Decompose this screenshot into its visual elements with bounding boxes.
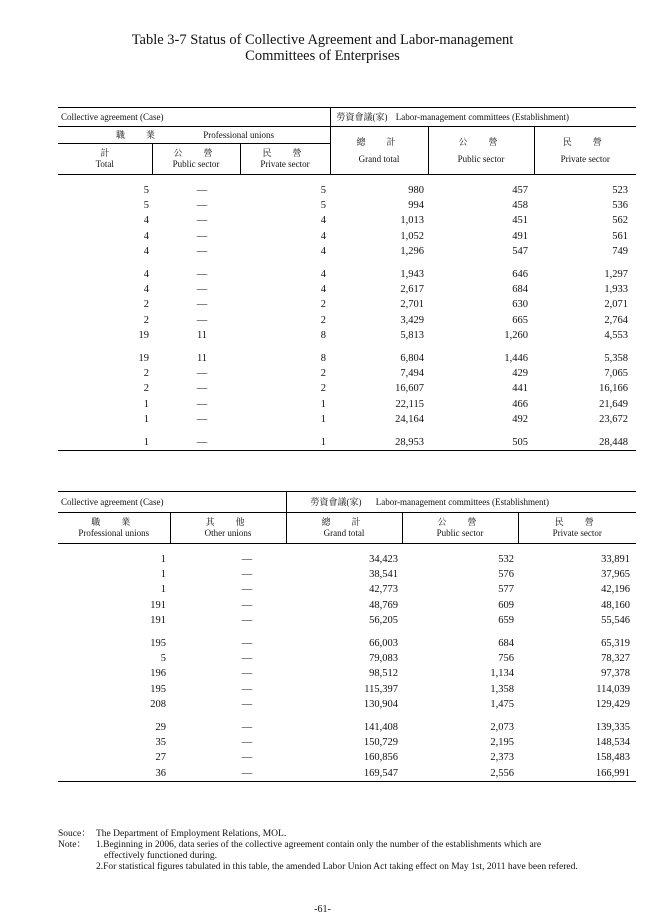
t1-header-grand-en: Grand total [358,153,400,164]
t1-cell: — [196,200,208,212]
t2-cell: — [241,614,253,626]
t1-table-row [58,198,636,213]
t1-cell: 1,013 [400,215,425,227]
t1-cell: — [196,299,208,311]
t1-cell: 646 [512,269,529,281]
t2-cell: — [241,683,253,695]
t1-cell: 451 [512,215,529,227]
t1-header-lmc-public [428,127,534,175]
t1-cell: 5 [143,185,149,197]
t2-header-other [170,513,286,544]
t1-cell: 466 [512,398,529,410]
t2-cell: 1,475 [490,698,514,710]
t2-table-row [58,735,636,750]
t1-cell: 1 [320,413,327,425]
t1-cell: 980 [408,185,425,197]
t1-cell: 684 [512,284,529,296]
t2-header-other-en: Other unions [204,528,252,538]
t2-table-row [58,697,636,712]
t1-header-public [152,144,240,175]
t1-cell: — [196,230,208,242]
t2-cell: 27 [155,752,166,764]
t2-cell: 130,904 [363,698,398,710]
t1-gap-cell [58,427,636,435]
t1-header-total-en: Total [95,159,114,169]
t1-spacer-cell [58,175,636,184]
t1-cell: 1,446 [504,352,529,364]
t1-cell: 4 [143,230,149,242]
t1-cell: 4 [143,269,149,281]
t1-cell: — [196,383,208,395]
t2-cell: 609 [498,599,514,611]
t1-table-row [58,183,636,198]
t1-cell: 28,953 [330,435,428,451]
t1-header-public-en: Public sector [172,159,220,169]
t1-table-row [58,267,636,282]
t1-cell: 4 [320,215,327,227]
t1-cell: 21,649 [599,398,629,410]
t1-cell: 5 [320,200,327,212]
t1-cell: 2 [320,299,327,311]
t1-cell: 2 [143,368,149,380]
t1-cell: 441 [512,383,529,395]
t2-table-row [58,765,636,781]
note-label: Note： [58,840,86,850]
t2-table-row [58,598,636,613]
t1-cell: 5,813 [400,329,425,341]
t2-table-row [58,682,636,697]
t1-cell: — [196,314,208,326]
t2-cell: 196 [150,668,166,680]
t2-cell: 158,483 [595,752,630,764]
t1-cell: 8 [320,329,327,341]
t2-cell: 195 [150,683,166,695]
t2-table-row [58,720,636,735]
t2-cell: 129,429 [595,698,630,710]
t1-cell: 11 [196,352,208,364]
t2-header-private-zh: 民 營 [554,517,600,527]
table-upper [58,107,636,451]
t1-header-prof-en: Professional unions [203,129,275,140]
t1-cell: 1,943 [400,269,425,281]
t2-cell: 37,965 [601,569,630,581]
t2-cell: — [241,554,253,566]
t1-gap-cell [58,343,636,351]
t1-cell: 1,296 [400,245,425,257]
t2-cell: — [241,599,253,611]
t2-cell: 29 [155,721,166,733]
t1-table-row [58,381,636,396]
t1-cell: 4 [143,284,149,296]
t1-header-lmc-public-en: Public sector [457,153,505,164]
t1-cell: — [196,245,208,257]
t2-table-row [58,613,636,628]
t2-cell: — [241,698,253,710]
t2-cell: 78,327 [601,653,630,665]
t2-cell: 48,160 [601,599,630,611]
t2-cell: 148,534 [595,737,630,749]
t2-cell: 2,556 [402,765,518,781]
t1-header-lmc-zh: 勞資會議(家) [336,111,388,122]
t2-cell: 208 [150,698,166,710]
t2-header-prof [58,513,170,544]
t1-cell: 1 [58,435,152,451]
t2-cell: 195 [150,638,166,650]
t1-cell: 4,553 [604,329,629,341]
footnotes [58,829,645,873]
t1-cell: 24,164 [395,413,425,425]
t1-cell: 994 [408,200,425,212]
t1-cell: 2,701 [400,299,425,311]
t1-cell: 1,052 [400,230,425,242]
t1-table-row [58,297,636,312]
t1-cell: 5,358 [604,352,629,364]
t2-cell: 1 [160,569,166,581]
t2-cell: — [241,737,253,749]
t1-cell: 2 [320,368,327,380]
t1-cell: 6,804 [400,352,425,364]
t2-cell: 98,512 [369,668,398,680]
t2-cell: — [241,721,253,733]
t2-cell: 1 [160,584,166,596]
t1-table-row [58,328,636,343]
t1-header-lmc [330,108,636,127]
t2-group-gap [58,628,636,636]
t2-cell: 65,319 [601,638,630,650]
t1-cell: 536 [612,200,629,212]
t1-cell: 2 [143,383,149,395]
source-note [58,829,645,840]
t1-cell: 4 [320,284,327,296]
t2-cell: 66,003 [369,638,398,650]
t1-table-row [58,412,636,427]
t2-cell: 576 [498,569,514,581]
t2-header-lmc-zh: 勞資會議(家) [310,496,362,507]
t2-cell: 141,408 [363,721,398,733]
t1-cell: 749 [612,245,629,257]
t2-table-row [58,582,636,597]
t1-cell: 23,672 [599,413,629,425]
t1-cell: 19 [138,352,149,364]
t2-cell: 191 [150,614,166,626]
t1-cell: 3,429 [400,314,425,326]
t1-cell: 7,065 [604,368,629,380]
t2-header-private [518,513,636,544]
t2-gap-cell [58,712,636,720]
t1-cell: 2 [143,314,149,326]
t2-spacer-cell [58,544,636,553]
t2-cell: 150,729 [363,737,398,749]
t2-cell: — [170,765,286,781]
t2-header-public-en: Public sector [436,528,484,538]
t2-table-row [58,567,636,582]
table-title-line1: Table 3-7 Status of Collective Agreement and Labor-management [131,32,514,48]
t1-cell: 2 [143,299,149,311]
t2-header-grand-zh: 總 計 [321,517,367,527]
t1-cell: 547 [512,245,529,257]
note-1 [58,840,645,851]
t2-cell: 35 [155,737,166,749]
t1-cell: 5 [320,185,327,197]
t1-header-lmc-public-zh: 公 營 [458,136,504,147]
t1-cell: 2 [320,383,327,395]
t1-header-lmc-private-zh: 民 營 [562,136,608,147]
t1-table-row [58,396,636,411]
t1-table-row [58,435,636,451]
t2-cell: 684 [498,638,514,650]
t2-cell: — [241,752,253,764]
t1-cell: 491 [512,230,529,242]
table-title-line2: Committees of Enterprises [245,48,400,64]
t2-table-row [58,750,636,765]
t2-cell: 2,373 [490,752,514,764]
t2-table-row [58,666,636,681]
t1-cell: 561 [612,230,629,242]
t1-cell: 505 [428,435,534,451]
note-2: 2.For statistical figures tabulated in this table, the amended Labor Union Act taking effect on May 1st, 2011 have been refered. [96,862,578,872]
t1-header-lmc-en: Labor-management committees (Establishment) [395,111,570,122]
t1-cell: 11 [196,329,208,341]
t2-table-row [58,552,636,567]
t2-cell: 33,891 [601,554,630,566]
t2-cell: 42,773 [369,584,398,596]
t2-cell: 36 [58,765,170,781]
t2-cell: 139,335 [595,721,630,733]
t1-cell: 5 [143,200,149,212]
t1-cell: 429 [512,368,529,380]
t1-group-gap [58,343,636,351]
t2-header-prof-zh: 職 業 [91,517,137,527]
t2-cell: 48,769 [369,599,398,611]
t2-cell: 169,547 [286,765,402,781]
t2-cell: 56,205 [369,614,398,626]
t1-cell: — [196,269,208,281]
t1-header-total [58,144,152,175]
t1-cell: 19 [138,329,149,341]
t1-header-grand [330,127,428,175]
t1-cell: 7,494 [400,368,425,380]
t1-cell: 630 [512,299,529,311]
t1-cell: 1 [320,398,327,410]
t1-cell: 4 [143,245,149,257]
t1-header-private-en: Private sector [260,159,310,169]
t1-cell: 2 [320,314,327,326]
t2-cell: 38,541 [369,569,398,581]
t1-header-prof [58,127,330,144]
t2-cell: 5 [160,653,166,665]
t1-table-row [58,366,636,381]
t1-table-row [58,244,636,259]
t1-cell: 1 [143,398,149,410]
t1-cell: 1,933 [604,284,629,296]
t2-header-private-en: Private sector [552,528,602,538]
t1-cell: 4 [320,230,327,242]
t2-cell: 532 [498,554,514,566]
t1-cell: — [196,398,208,410]
t2-cell: 114,039 [596,683,630,695]
t1-table-row [58,313,636,328]
t2-table-row [58,636,636,651]
t1-cell: 562 [612,215,629,227]
t1-cell: — [196,413,208,425]
t1-cell: — [196,185,208,197]
t2-header-other-zh: 其 他 [205,517,251,527]
t2-header-grand-en: Grand total [323,528,365,538]
t1-cell: 4 [320,245,327,257]
t1-gap-cell [58,259,636,267]
t2-gap-cell [58,628,636,636]
page-number: -61- [314,904,331,915]
t1-cell: 16,166 [599,383,629,395]
t1-cell: 1,260 [504,329,529,341]
t1-header-public-zh: 公 營 [173,148,219,158]
t1-header-lmc-private-en: Private sector [560,153,610,164]
t1-cell: 523 [612,185,629,197]
source-label: Souce： [58,829,91,839]
t2-cell: 2,195 [490,737,514,749]
t1-top-spacer [58,175,636,184]
t2-cell: 659 [498,614,514,626]
t1-header-total-zh: 計 [100,148,110,158]
t1-cell: — [196,368,208,380]
t2-cell: — [241,653,253,665]
t1-cell: 22,115 [395,398,425,410]
t1-cell: 492 [512,413,529,425]
t1-header-prof-zh: 職 業 [116,129,162,140]
t1-cell: 2,617 [400,284,425,296]
t2-cell: — [241,569,253,581]
t1-group-gap [58,427,636,435]
t2-header-public-zh: 公 營 [437,517,483,527]
t1-header-private [240,144,330,175]
source-text: The Department of Employment Relations, MOL. [96,829,287,839]
t2-cell: — [241,638,253,650]
t1-cell: 4 [143,215,149,227]
t2-cell: 2,073 [490,721,514,733]
t1-table-row [58,282,636,297]
t1-cell: 2,764 [604,314,629,326]
t2-cell: 42,196 [601,584,630,596]
t1-cell: 457 [512,185,529,197]
note-1-text: 1.Beginning in 2006, data series of the collective agreement contain only the number of the establishments which are [96,840,542,850]
t1-cell: 4 [320,269,327,281]
t2-header-public [402,513,518,544]
t2-cell: 160,856 [363,752,398,764]
t2-header-lmc-en: Labor-management committees (Establishment) [375,496,550,507]
t2-cell: — [241,668,253,680]
t1-header-collective: Collective agreement (Case) [58,108,330,127]
t1-cell: 28,448 [534,435,636,451]
t2-cell: 97,378 [601,668,630,680]
t2-header-lmc [286,492,636,513]
t2-header-prof-en: Professional unions [78,528,150,538]
t2-cell: 79,083 [369,653,398,665]
t2-cell: — [241,584,253,596]
t2-cell: 1,358 [490,683,514,695]
t2-header-grand [286,513,402,544]
t1-cell: 1,297 [604,269,629,281]
t2-cell: 55,546 [601,614,630,626]
t1-group-gap [58,259,636,267]
note-1-cont: effectively functioned during. [104,851,217,861]
t1-cell: 1 [143,413,149,425]
t2-cell: 34,423 [369,554,398,566]
t2-cell: 191 [150,599,166,611]
t1-cell: 458 [512,200,529,212]
t1-cell: 8 [320,352,327,364]
t1-cell: 665 [512,314,529,326]
t1-cell: 2,071 [604,299,629,311]
t1-header-grand-zh: 總 計 [356,136,402,147]
t1-cell: — [196,215,208,227]
t1-cell: — [152,435,240,451]
t1-table-row [58,351,636,366]
t2-group-gap [58,712,636,720]
t2-header-collective: Collective agreement (Case) [58,492,286,513]
t2-cell: 577 [498,584,514,596]
t1-cell: 1 [240,435,330,451]
t2-cell: 166,991 [518,765,636,781]
t1-table-row [58,213,636,228]
t1-header-private-zh: 民 營 [262,148,308,158]
t2-cell: 1,134 [490,668,514,680]
t1-cell: — [196,284,208,296]
t1-cell: 16,607 [395,383,425,395]
t1-header-lmc-private [534,127,636,175]
table-lower [58,491,636,782]
t2-cell: 115,397 [364,683,398,695]
t2-table-row [58,651,636,666]
t2-cell: 1 [160,554,166,566]
t2-cell: 756 [498,653,514,665]
t1-table-row [58,229,636,244]
t2-top-spacer [58,544,636,553]
